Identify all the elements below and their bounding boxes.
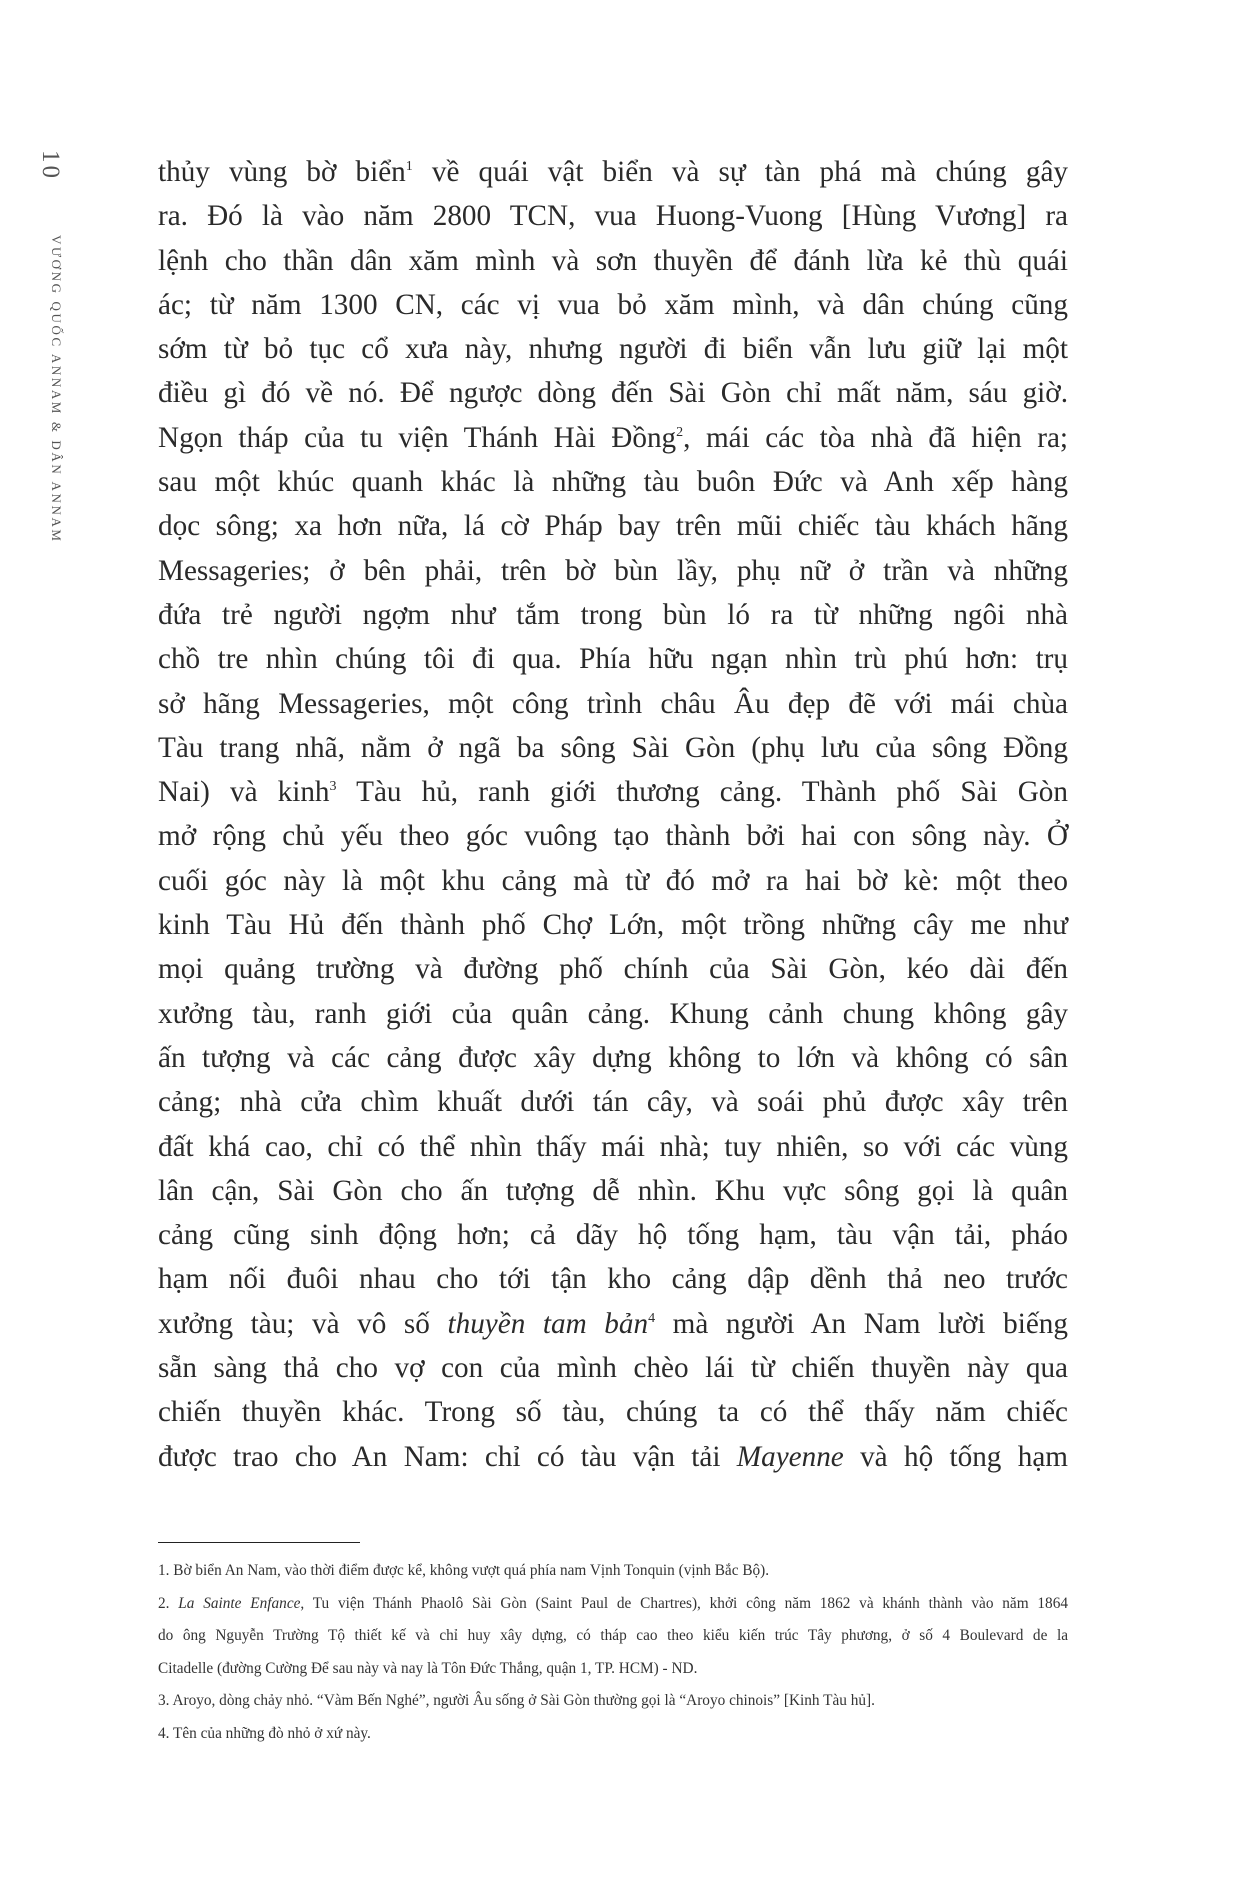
body-line: được trao cho An Nam: chỉ có tàu vận tải Mayenne và hộ tống hạm <box>158 1440 1068 1473</box>
body-line: xưởng tàu, ranh giới của quân cảng. Khung cảnh chung không gây <box>158 997 1068 1030</box>
body-line: chiến thuyền khác. Trong số tàu, chúng ta có thể thấy năm chiếc <box>158 1396 1068 1429</box>
body-line: ấn tượng và các cảng được xây dựng không to lớn và không có sân <box>158 1041 1068 1074</box>
body-line: cảng; nhà cửa chìm khuất dưới tán cây, và soái phủ được xây trên <box>158 1086 1068 1119</box>
footnote-2-line: Citadelle (đường Cường Để sau này và nay là Tôn Đức Thắng, quận 1, TP. HCM) - ND. <box>158 1659 698 1677</box>
footnote-4: 4. Tên của những đò nhỏ ở xứ này. <box>158 1724 371 1742</box>
footnote-3: 3. Aroyo, dòng chảy nhỏ. “Vàm Bến Nghé”, người Âu sống ở Sài Gòn thường gọi là “Aroyo chinois” [Kinh Tàu hủ]. <box>158 1692 875 1709</box>
page-number: 10 <box>37 150 64 181</box>
body-line: ác; từ năm 1300 CN, các vị vua bỏ xăm mình, và dân chúng cũng <box>158 288 1068 321</box>
body-line: sau một khúc quanh khác là những tàu buôn Đức và Anh xếp hàng <box>158 466 1068 499</box>
body-line: kinh Tàu Hủ đến thành phố Chợ Lớn, một trồng những cây me như <box>158 909 1068 942</box>
body-line: dọc sông; xa hơn nữa, lá cờ Pháp bay trên mũi chiếc tàu khách hãng <box>158 510 1068 543</box>
body-line: mở rộng chủ yếu theo góc vuông tạo thành bởi hai con sông này. Ở <box>158 820 1068 853</box>
running-head: VƯƠNG QUỐC ANNAM & DÂN ANNAM <box>49 235 64 544</box>
body-line: Tàu trang nhã, nằm ở ngã ba sông Sài Gòn (phụ lưu của sông Đồng <box>158 731 1068 764</box>
footnote-ref: 2 <box>676 424 684 440</box>
body-line: đất khá cao, chỉ có thể nhìn thấy mái nhà; tuy nhiên, so với các vùng <box>158 1130 1068 1163</box>
body-line: mọi quảng trường và đường phố chính của Sài Gòn, kéo dài đến <box>158 953 1068 986</box>
footnote-ref: 3 <box>329 779 337 795</box>
body-line: đứa trẻ người ngợm như tắm trong bùn ló ra từ những ngôi nhà <box>158 598 1068 631</box>
footnote-2-line: do ông Nguyễn Trường Tộ thiết kế và chỉ huy xây dựng, có tháp cao theo kiểu kiến trúc Tây phương, ở số 4 Boulevard de la <box>158 1627 1068 1644</box>
footnotes <box>158 1555 1068 1750</box>
footnote-1: 1. Bờ biển An Nam, vào thời điểm được kể, không vượt quá phía nam Vịnh Tonquin (vịnh Bắc Bộ). <box>158 1562 770 1579</box>
body-line: thủy vùng bờ biển$^1$ về quái vật biển và sự tàn phá mà chúng gây <box>158 156 1068 188</box>
body-line: chồ tre nhìn chúng tôi đi qua. Phía hữu ngạn nhìn trù phú hơn: trụ <box>158 643 1068 676</box>
body-line: điều gì đó về nó. Để ngược dòng đến Sài Gòn chỉ mất năm, sáu giờ. <box>158 377 1068 410</box>
footnote-ref: 4 <box>648 1310 656 1326</box>
body-line: hạm nối đuôi nhau cho tới tận kho cảng dập dềnh thả neo trước <box>158 1263 1068 1296</box>
body-line: lệnh cho thần dân xăm mình và sơn thuyền để đánh lừa kẻ thù quái <box>158 244 1068 277</box>
italic-term: thuyền tam bản <box>447 1307 649 1340</box>
body-line: ra. Đó là vào năm 2800 TCN, vua Huong-Vuong [Hùng Vương] ra <box>158 200 1068 233</box>
body-line: xưởng tàu; và vô số thuyền tam bản$^4$ mà người An Nam lười biếng <box>158 1307 1068 1340</box>
body-line: lân cận, Sài Gòn cho ấn tượng dễ nhìn. Khu vực sông gọi là quân <box>158 1174 1068 1207</box>
footnote-ref: 1 <box>405 159 413 174</box>
body-line: cuối góc này là một khu cảng mà từ đó mở ra hai bờ kè: một theo <box>158 864 1068 897</box>
body-line: Nai) và kinh$^3$ Tàu hủ, ranh giới thương cảng. Thành phố Sài Gòn <box>158 776 1068 809</box>
footnote-divider <box>158 1542 360 1543</box>
body-line: Ngọn tháp của tu viện Thánh Hài Đồng$^2$, mái các tòa nhà đã hiện ra; <box>158 421 1069 454</box>
body-line: cảng cũng sinh động hơn; cả dãy hộ tống hạm, tàu vận tải, pháo <box>158 1219 1068 1252</box>
footnote-2-line: 2. La Sainte Enfance, Tu viện Thánh Phaolô Sài Gòn (Saint Paul de Chartres), khởi công năm 1862 và khánh thành vào năm 1864 <box>158 1594 1069 1612</box>
body-text <box>158 150 1068 1479</box>
body-line: sở hãng Messageries, một công trình châu Âu đẹp đẽ với mái chùa <box>158 687 1068 720</box>
body-line: sẵn sàng thả cho vợ con của mình chèo lái từ chiến thuyền này qua <box>158 1352 1068 1385</box>
body-line: sớm từ bỏ tục cổ xưa này, nhưng người đi biển vẫn lưu giữ lại một <box>158 333 1068 366</box>
italic-term: Mayenne <box>736 1440 844 1473</box>
body-line: Messageries; ở bên phải, trên bờ bùn lầy, phụ nữ ở trần và những <box>158 554 1068 587</box>
